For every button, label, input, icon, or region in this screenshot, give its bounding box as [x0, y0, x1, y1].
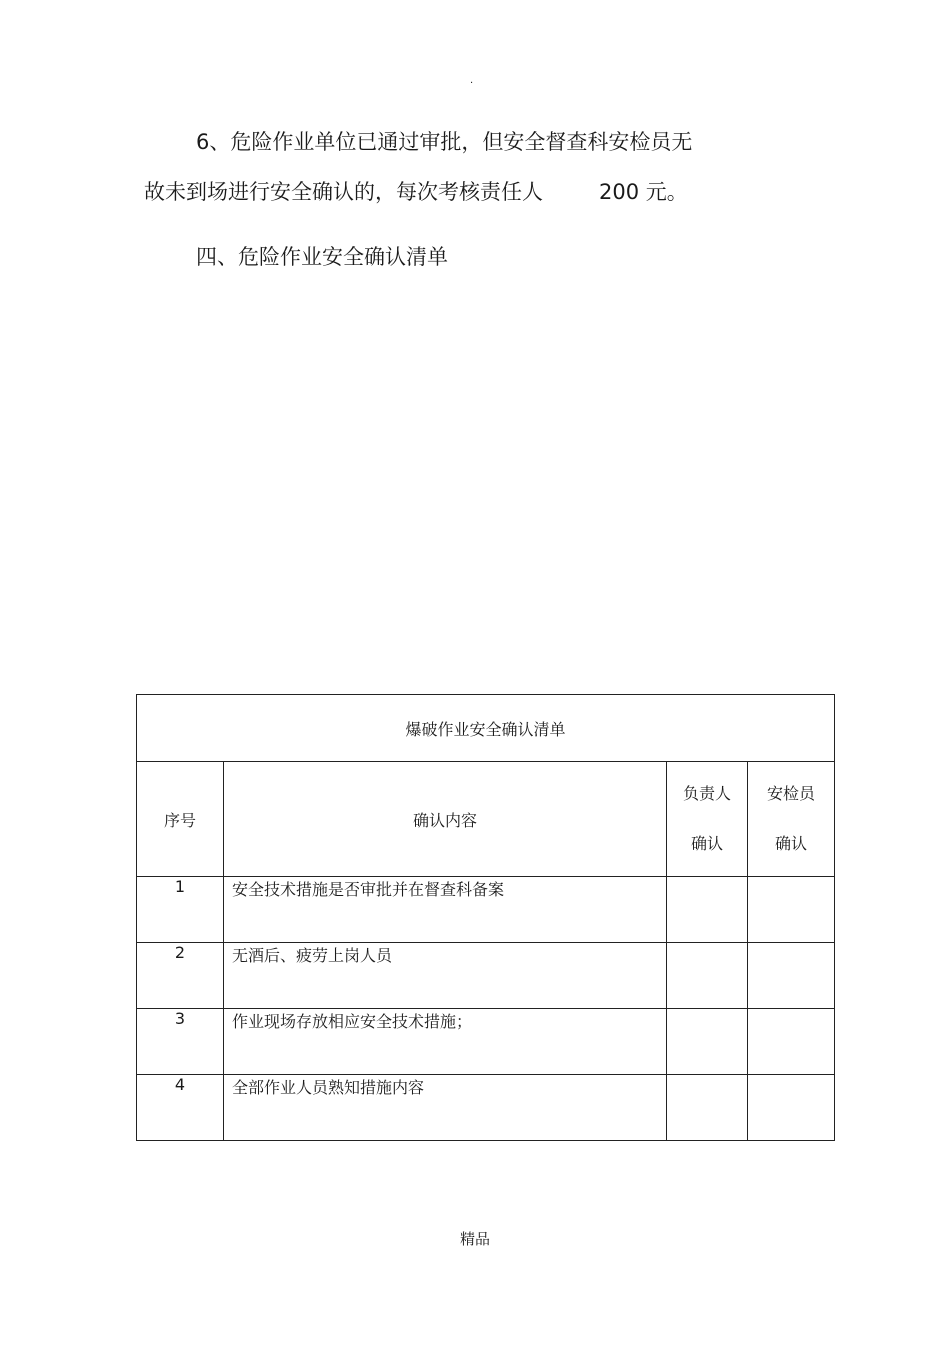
- header-responsible-line1: 负责人: [682, 784, 731, 803]
- inspector-confirm-cell[interactable]: [748, 1009, 835, 1075]
- paragraph-item-6: 6、危险作业单位已通过审批，但安全督查科安检员无: [196, 130, 693, 154]
- row-no: 4: [137, 1075, 224, 1141]
- paragraph-item-6-continued: [144, 182, 688, 203]
- inspector-confirm-cell[interactable]: [748, 943, 835, 1009]
- header-content: 确认内容: [224, 762, 667, 877]
- row-no: 3: [137, 1009, 224, 1075]
- header-dot: ·: [470, 78, 474, 89]
- section-heading: 四、危险作业安全确认清单: [196, 245, 448, 269]
- confirmation-table: [136, 694, 835, 1141]
- header-inspector-line1: 安检员: [767, 784, 816, 803]
- table-row: [137, 1075, 835, 1141]
- row-no: 2: [137, 943, 224, 1009]
- table-title: 爆破作业安全确认清单: [137, 695, 835, 762]
- responsible-confirm-cell[interactable]: [667, 1009, 748, 1075]
- page-footer: 精品: [459, 1230, 490, 1248]
- header-inspector: [748, 762, 835, 877]
- penalty-amount: 200 元。: [599, 180, 688, 204]
- row-content: 作业现场存放相应安全技术措施；: [224, 1009, 667, 1075]
- row-content: 全部作业人员熟知措施内容: [224, 1075, 667, 1141]
- table-row: [137, 943, 835, 1009]
- header-responsible-line2: 确认: [690, 834, 723, 853]
- table-row: [137, 877, 835, 943]
- table-row: [137, 1009, 835, 1075]
- header-responsible: [667, 762, 748, 877]
- responsible-confirm-cell[interactable]: [667, 943, 748, 1009]
- row-no: 1: [137, 877, 224, 943]
- table-header-row: [137, 762, 835, 877]
- row-content: 安全技术措施是否审批并在督查科备案: [224, 877, 667, 943]
- header-inspector-line2: 确认: [775, 834, 808, 853]
- inspector-confirm-cell[interactable]: [748, 877, 835, 943]
- row-content: 无酒后、疲劳上岗人员: [224, 943, 667, 1009]
- penalty-text: 故未到场进行安全确认的，每次考核责任人: [144, 180, 543, 204]
- responsible-confirm-cell[interactable]: [667, 1075, 748, 1141]
- header-no: 序号: [137, 762, 224, 877]
- inspector-confirm-cell[interactable]: [748, 1075, 835, 1141]
- responsible-confirm-cell[interactable]: [667, 877, 748, 943]
